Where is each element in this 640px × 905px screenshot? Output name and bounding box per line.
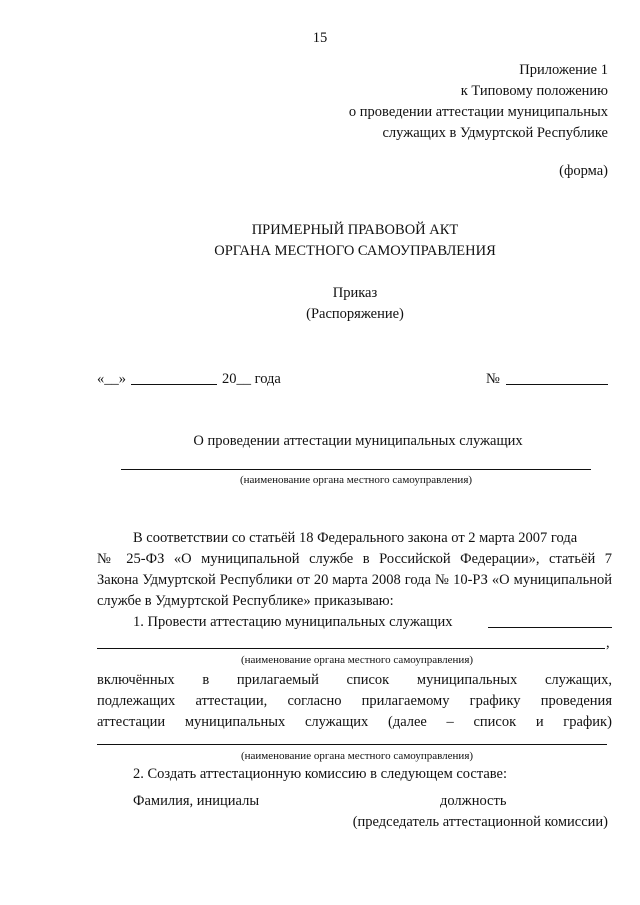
word: список [473, 714, 517, 730]
number-sign: № [486, 371, 500, 387]
word: (далее [387, 714, 427, 730]
column-name-header: Фамилия, инициалы [133, 793, 260, 809]
column-position-header: должность [440, 793, 507, 809]
word: подлежащих [97, 693, 176, 709]
appendix-line-2: к Типовому положению [460, 83, 608, 99]
item-1-text: 1. Провести аттестацию муниципальных служащих [133, 614, 453, 630]
intro-line-1-text: В соответствии со статьёй 18 Федерального закона от 2 марта 2007 года [133, 530, 578, 546]
intro-line-3: Закона Удмуртской Республики от 20 марта 2008 года № 10-РЗ «О муниципальной [97, 572, 612, 588]
date-day: «__» [97, 371, 126, 387]
date-year: 20__ года [222, 371, 281, 387]
item-1-blank [488, 627, 612, 628]
intro-line-1 [133, 528, 612, 548]
word: аттестации [97, 714, 166, 730]
word: графику [469, 693, 521, 709]
word: в [202, 672, 210, 688]
body-name-line-1 [121, 469, 591, 470]
chairman-role: (председатель аттестационной комиссии) [352, 814, 608, 830]
item-2-text: 2. Создать аттестационную комиссию в следующем составе: [133, 766, 508, 782]
form-label: (форма) [559, 163, 608, 179]
body-name-line-3 [97, 744, 607, 745]
body-name-caption-3: (наименование органа местного самоуправления) [240, 750, 474, 762]
body-name-caption-2: (наименование органа местного самоуправления) [240, 654, 474, 666]
page-number: 15 [312, 30, 328, 46]
number-blank [506, 384, 608, 385]
word: муниципальных [184, 714, 286, 730]
order-title: Приказ [332, 285, 378, 301]
word: согласно [287, 693, 342, 709]
intro-line-2: № 25-ФЗ «О муниципальной службе в Российской Федерации», статьёй 7 [97, 551, 612, 567]
word: список [346, 672, 390, 688]
body-name-caption-1: (наименование органа местного самоуправления) [239, 474, 473, 486]
item-1-row-3 [97, 712, 612, 732]
appendix-line-1: Приложение 1 [519, 62, 608, 78]
item-1-row-2 [97, 691, 612, 711]
word: включённых [97, 672, 175, 688]
date-month-blank [131, 384, 217, 385]
word: прилагаемому [361, 693, 450, 709]
act-title-line-1: ПРИМЕРНЫЙ ПРАВОВОЙ АКТ [251, 222, 459, 238]
intro-line-4: службе в Удмуртской Республике» приказываю: [97, 593, 394, 609]
word: и [535, 714, 544, 730]
word: проведения [540, 693, 612, 709]
word: служащих, [544, 672, 612, 688]
appendix-line-4: служащих в Удмуртской Республике [382, 125, 608, 141]
order-subtitle: (Распоряжение) [306, 306, 404, 322]
word: – [446, 714, 454, 730]
item-1-comma: , [606, 635, 610, 651]
act-title-line-2: ОРГАНА МЕСТНОГО САМОУПРАВЛЕНИЯ [214, 243, 496, 259]
word: аттестации, [195, 693, 268, 709]
body-name-line-2 [97, 648, 605, 649]
appendix-line-3: о проведении аттестации муниципальных [348, 104, 608, 120]
word: прилагаемый [236, 672, 319, 688]
word: муниципальных [416, 672, 518, 688]
word: служащих [304, 714, 369, 730]
item-1-row-1 [97, 670, 612, 690]
subject-title: О проведении аттестации муниципальных служащих [193, 433, 523, 449]
word: график) [563, 714, 612, 730]
